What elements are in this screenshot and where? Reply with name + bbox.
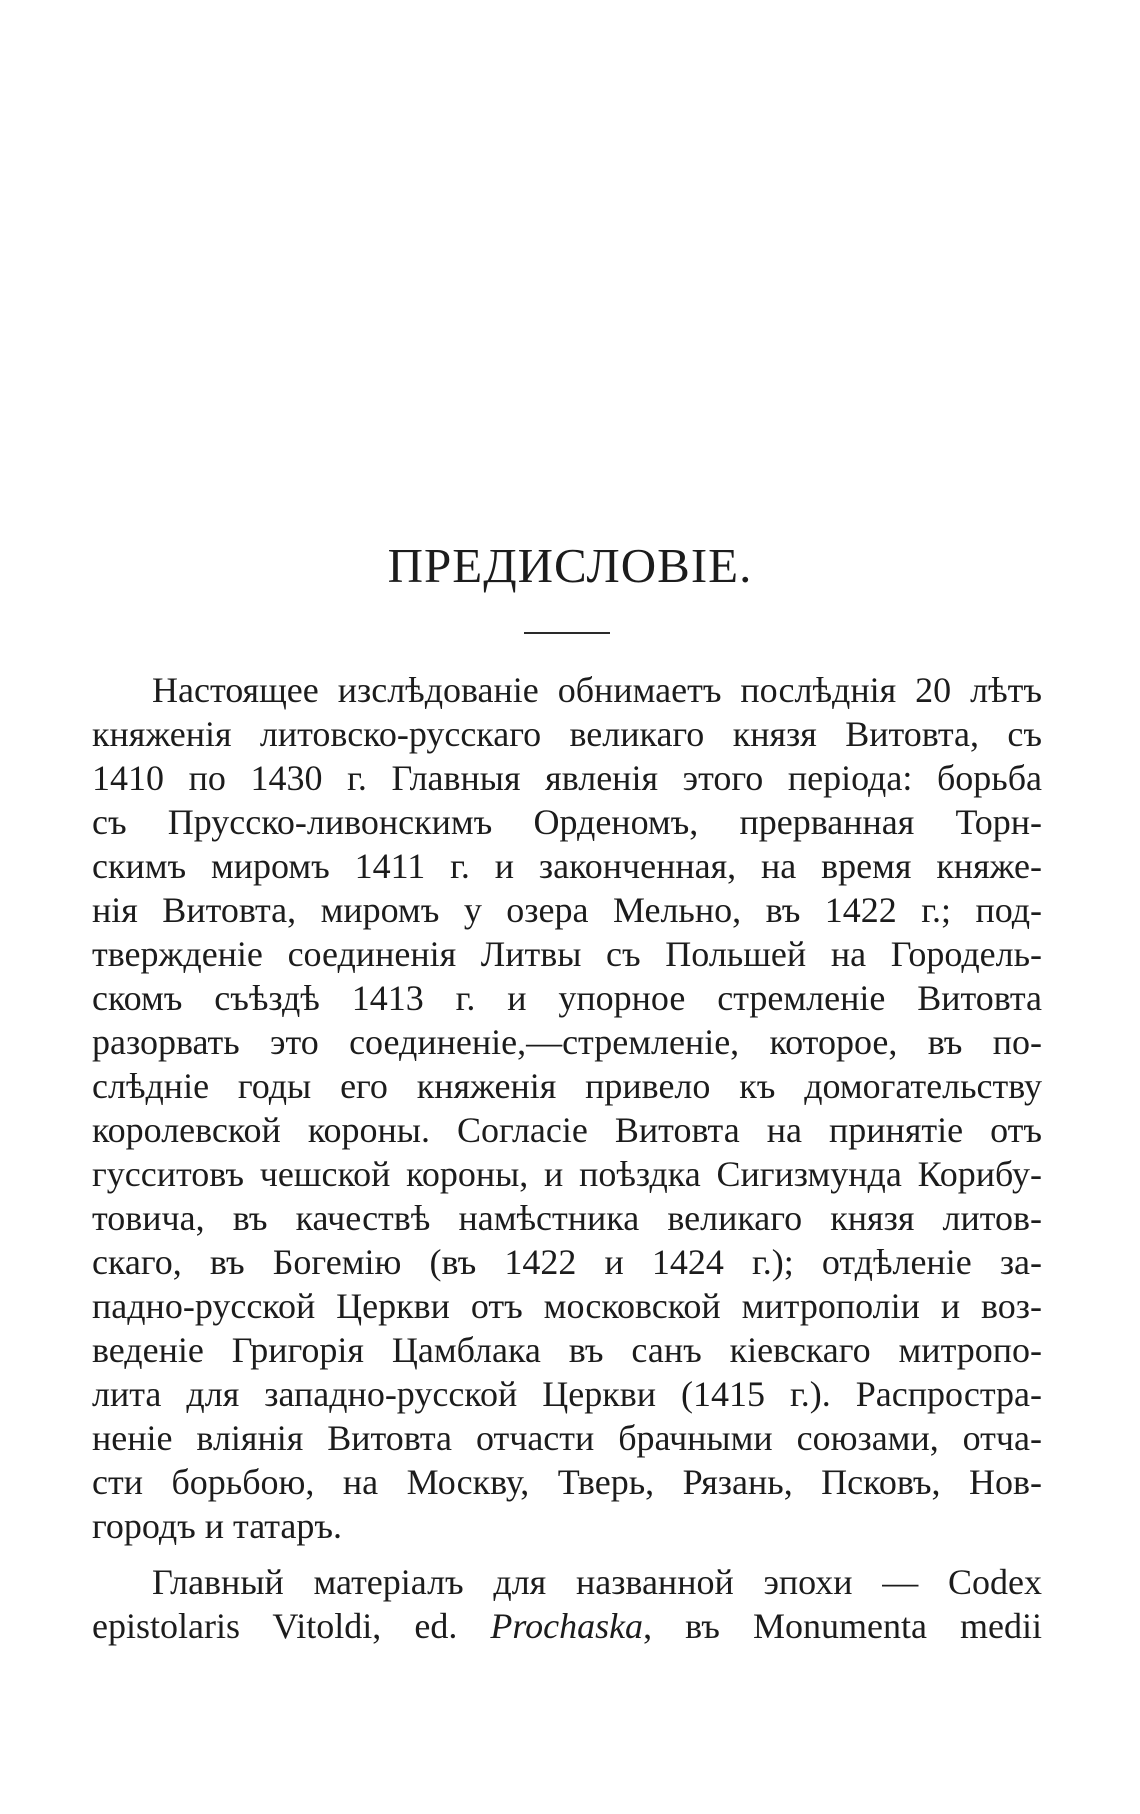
paragraph-line: неніе вліянія Витовта отчасти брачными союзами, отча-: [92, 1418, 1042, 1458]
paragraph-line: Настоящее изслѣдованіе обнимаетъ послѣднія 20 лѣтъ: [152, 670, 1042, 710]
paragraph-line: нія Витовта, миромъ у озера Мельно, въ 1422 г.; под-: [92, 890, 1042, 930]
paragraph-line-mixed: [92, 1604, 1042, 1648]
paragraph-line: 1410 по 1430 г. Главныя явленія этого періода: борьба: [92, 758, 1042, 798]
citation-text: epistolaris Vitoldi, ed.: [92, 1606, 458, 1646]
editor-name: Prochaska: [490, 1606, 644, 1646]
paragraph-line: городъ и татаръ.: [92, 1506, 343, 1546]
citation-continuation: , въ Monumenta medii: [643, 1606, 1043, 1646]
paragraph-line: скимъ миромъ 1411 г. и законченная, на время княже-: [92, 846, 1042, 886]
title-divider: [524, 632, 610, 634]
paragraph-line: Главный матеріалъ для названной эпохи — Codex: [152, 1562, 1042, 1602]
paragraph-line: скаго, въ Богемію (въ 1422 и 1424 г.); отдѣленіе за-: [92, 1242, 1042, 1282]
paragraph-line: королевской короны. Согласіе Витовта на принятіе отъ: [92, 1110, 1042, 1150]
page-title: ПРЕДИСЛОВІЕ.: [387, 538, 753, 593]
paragraph-line: княженія литовско-русскаго великаго князя Витовта, съ: [92, 714, 1042, 754]
paragraph-line: гусситовъ чешской короны, и поѣздка Сигизмунда Корибу-: [92, 1154, 1042, 1194]
paragraph-line: разорвать это соединеніе,—стремленіе, которое, въ по-: [92, 1022, 1042, 1062]
paragraph-line: слѣдніе годы его княженія привело къ домогательству: [92, 1066, 1042, 1106]
paragraph-line: товича, въ качествѣ намѣстника великаго князя литов-: [92, 1198, 1042, 1238]
paragraph-line: съ Прусско-ливонскимъ Орденомъ, прерванная Торн-: [92, 802, 1042, 842]
body-text: [92, 668, 1042, 1648]
paragraph-line: скомъ съѣздѣ 1413 г. и упорное стремленіе Витовта: [92, 978, 1042, 1018]
paragraph-line: падно-русской Церкви отъ московской митрополіи и воз-: [92, 1286, 1042, 1326]
paragraph-line: лита для западно-русской Церкви (1415 г.). Распростра-: [92, 1374, 1042, 1414]
paragraph-line: твержденіе соединенія Литвы съ Польшей на Городель-: [92, 934, 1042, 974]
paragraph-line: сти борьбою, на Москву, Тверь, Рязань, Псковъ, Нов-: [92, 1462, 1042, 1502]
paragraph-line: веденіе Григорія Цамблака въ санъ кіевскаго митропо-: [92, 1330, 1042, 1370]
